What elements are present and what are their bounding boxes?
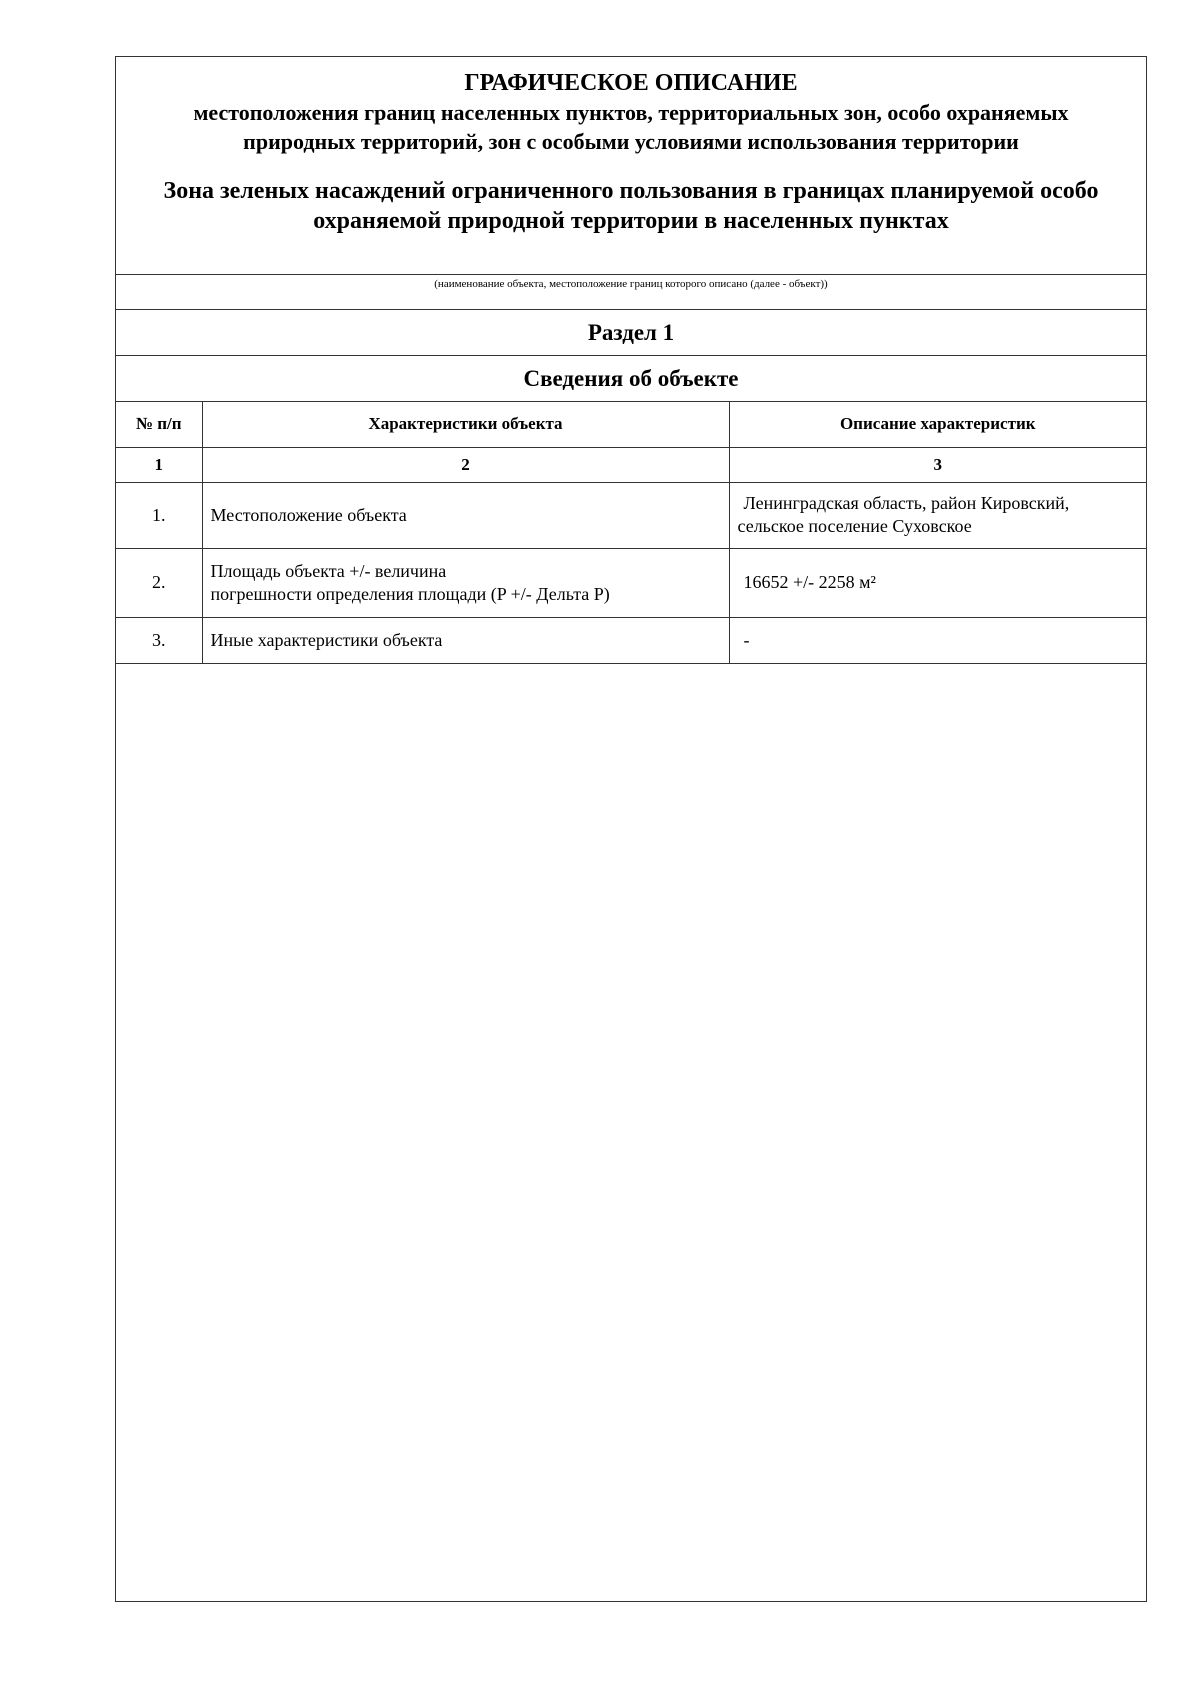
column-header-characteristics: Характеристики объекта xyxy=(202,402,729,447)
object-name: Зона зеленых насаждений ограниченного пользования в границах планируемой особо охраняемой природной территории в населенных пунктах xyxy=(163,178,1099,234)
row-characteristic xyxy=(202,617,729,663)
row-characteristic xyxy=(202,548,729,617)
row-description xyxy=(729,617,1146,663)
section-title: Сведения об объекте xyxy=(116,356,1146,402)
column-number-1: 1 xyxy=(116,447,202,482)
row-description-line: сельское поселение Суховское xyxy=(737,516,972,536)
column-header-description: Описание характеристик xyxy=(729,402,1146,447)
table-header-row xyxy=(116,402,1146,447)
row-description-line: 16652 +/- 2258 м² xyxy=(743,572,876,592)
row-characteristic-line: Площадь объекта +/- величина xyxy=(210,560,447,581)
row-characteristic-line: Иные характеристики объекта xyxy=(210,629,443,650)
table-row xyxy=(116,617,1146,663)
row-characteristic-line: погрешности определения площади (P +/- Дельта P) xyxy=(210,583,610,604)
document-frame xyxy=(115,56,1147,1602)
row-number: 3. xyxy=(116,617,202,663)
document-title: ГРАФИЧЕСКОЕ ОПИСАНИЕ xyxy=(464,70,798,96)
column-number-3: 3 xyxy=(729,447,1146,482)
table-row xyxy=(116,482,1146,548)
object-info-table xyxy=(116,402,1146,664)
row-description xyxy=(729,548,1146,617)
row-description xyxy=(729,482,1146,548)
section-label: Раздел 1 xyxy=(116,310,1146,356)
column-header-number: № п/п xyxy=(116,402,202,447)
column-number-2: 2 xyxy=(202,447,729,482)
row-characteristic xyxy=(202,482,729,548)
document-header xyxy=(116,57,1146,275)
object-name-caption: (наименование объекта, местоположение границ которого описано (далее - объект)) xyxy=(116,275,1146,310)
document-subtitle: местоположения границ населенных пунктов, территориальных зон, особо охраняемых природных территорий, зон с особыми условиями использования территории xyxy=(193,100,1069,154)
row-characteristic-line: Местоположение объекта xyxy=(210,504,407,525)
row-description-line: - xyxy=(743,629,750,650)
row-description-line: Ленинградская область, район Кировский, xyxy=(743,493,1070,513)
column-numbers-row xyxy=(116,447,1146,482)
row-number: 1. xyxy=(116,482,202,548)
row-number: 2. xyxy=(116,548,202,617)
table-row xyxy=(116,548,1146,617)
